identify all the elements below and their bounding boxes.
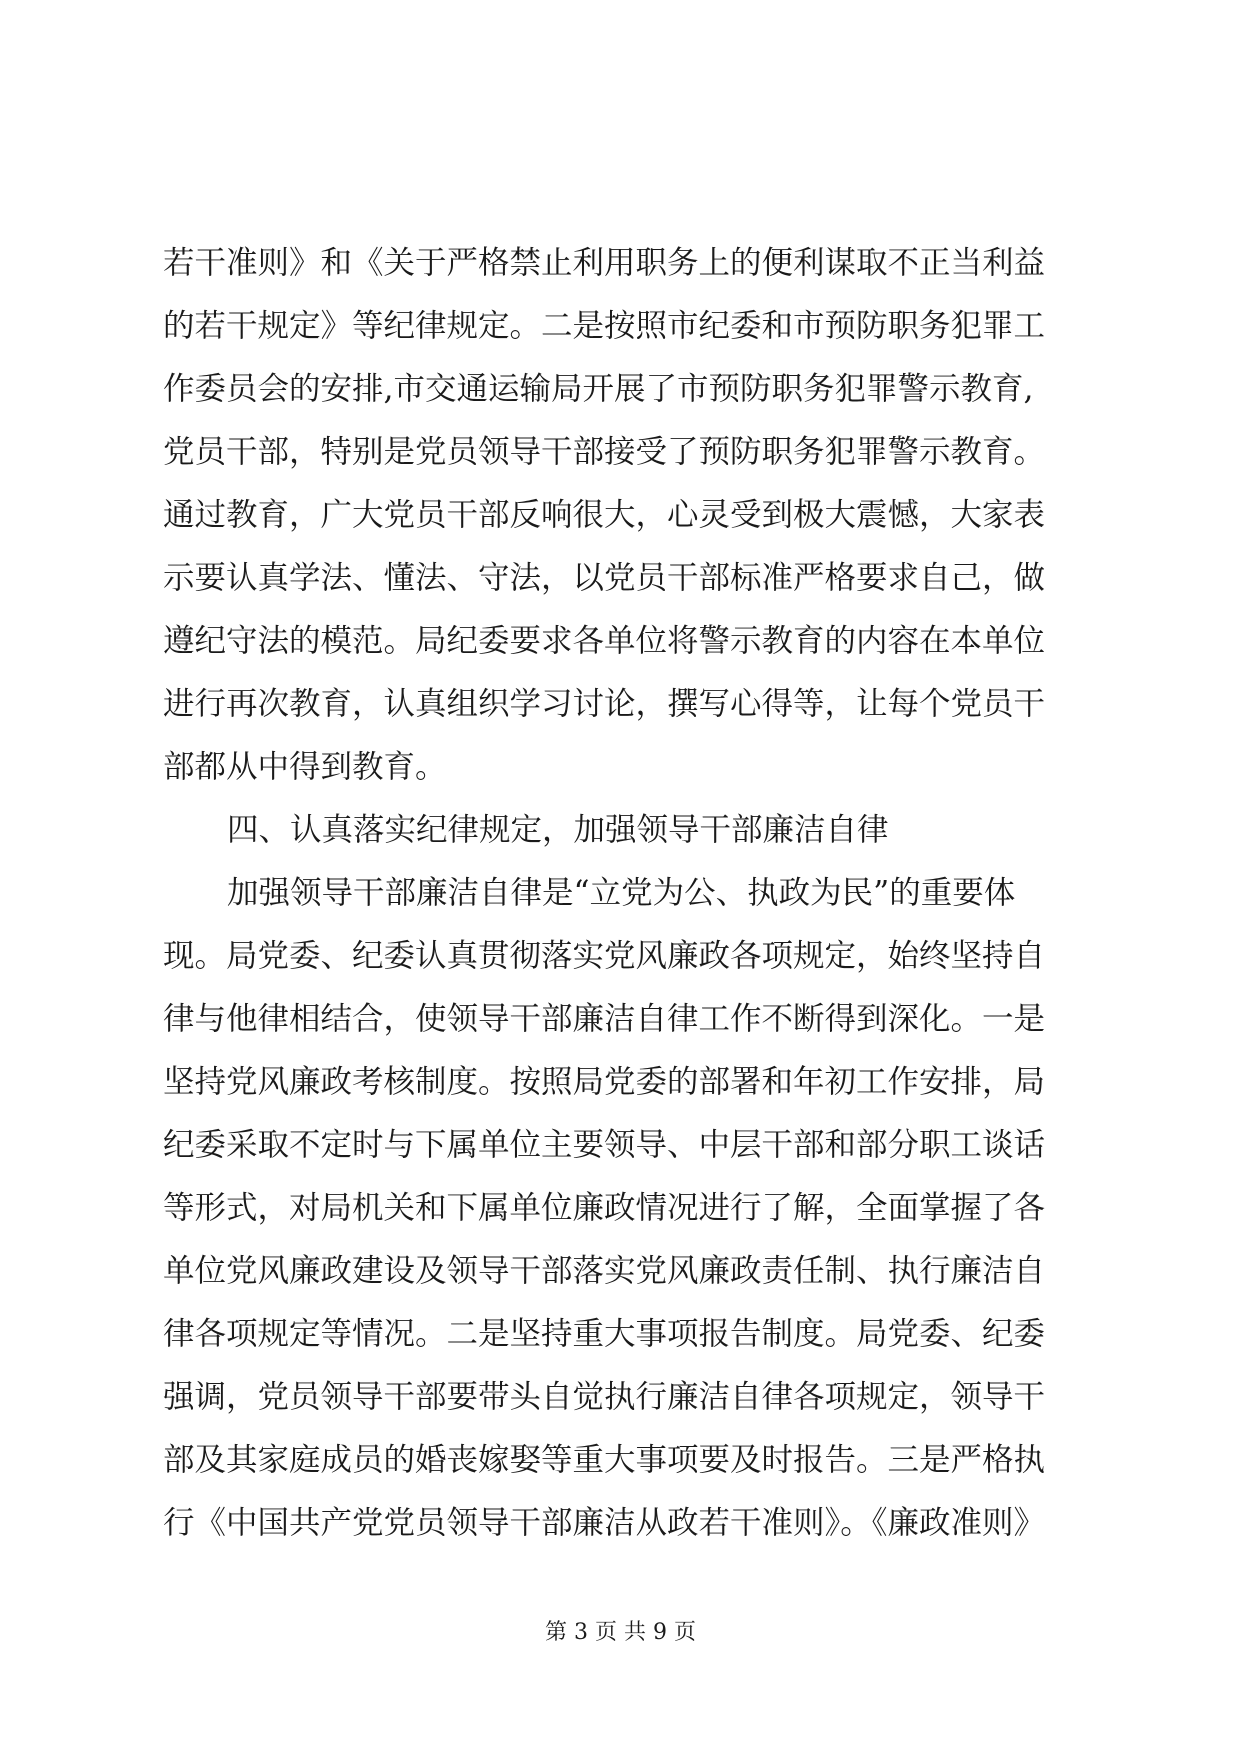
text-line: 坚持党风廉政考核制度。按照局党委的部署和年初工作安排，局 [163,1064,1046,1100]
text-line: 纪委采取不定时与下属单位主要领导、中层干部和部分职工谈话 [163,1127,1046,1163]
body-text [163,232,1123,1555]
text-line: 律与他律相结合，使领导干部廉洁自律工作不断得到深化。一是 [163,1001,1046,1037]
text-line: 的若干规定》等纪律规定。二是按照市纪委和市预防职务犯罪工 [163,308,1046,344]
text-line: 单位党风廉政建设及领导干部落实党风廉政责任制、执行廉洁自 [163,1253,1046,1289]
text-line: 示要认真学法、懂法、守法，以党员干部标准严格要求自己，做 [163,560,1046,596]
text-line: 等形式，对局机关和下属单位廉政情况进行了解，全面掌握了各 [163,1190,1046,1226]
text-line: 通过教育，广大党员干部反响很大，心灵受到极大震憾，大家表 [163,497,1046,533]
text-line: 现。局党委、纪委认真贯彻落实党风廉政各项规定，始终坚持自 [163,938,1046,974]
text-line: 部及其家庭成员的婚丧嫁娶等重大事项要及时报告。三是严格执 [163,1442,1046,1478]
text-line: 作委员会的安排,市交通运输局开展了市预防职务犯罪警示教育, [163,371,1034,407]
text-line: 律各项规定等情况。二是坚持重大事项报告制度。局党委、纪委 [163,1316,1046,1352]
text-line: 遵纪守法的模范。局纪委要求各单位将警示教育的内容在本单位 [163,623,1046,659]
text-line: 若干准则》和《关于严格禁止利用职务上的便利谋取不正当利益 [163,245,1046,281]
section-heading: 四、认真落实纪律规定，加强领导干部廉洁自律 [227,812,889,848]
text-line: 强调，党员领导干部要带头自觉执行廉洁自律各项规定，领导干 [163,1379,1046,1415]
text-line: 行《中国共产党党员领导干部廉洁从政若干准则》。《廉政准则》 [163,1505,1046,1541]
text-line: 党员干部，特别是党员领导干部接受了预防职务犯罪警示教育。 [163,434,1046,470]
text-line: 部都从中得到教育。 [163,749,447,785]
text-line: 加强领导干部廉洁自律是“立党为公、执政为民”的重要体 [227,875,1016,911]
page-number-footer: 第 3 页 共 9 页 [545,1620,696,1645]
text-line: 进行再次教育，认真组织学习讨论，撰写心得等，让每个党员干 [163,686,1046,722]
